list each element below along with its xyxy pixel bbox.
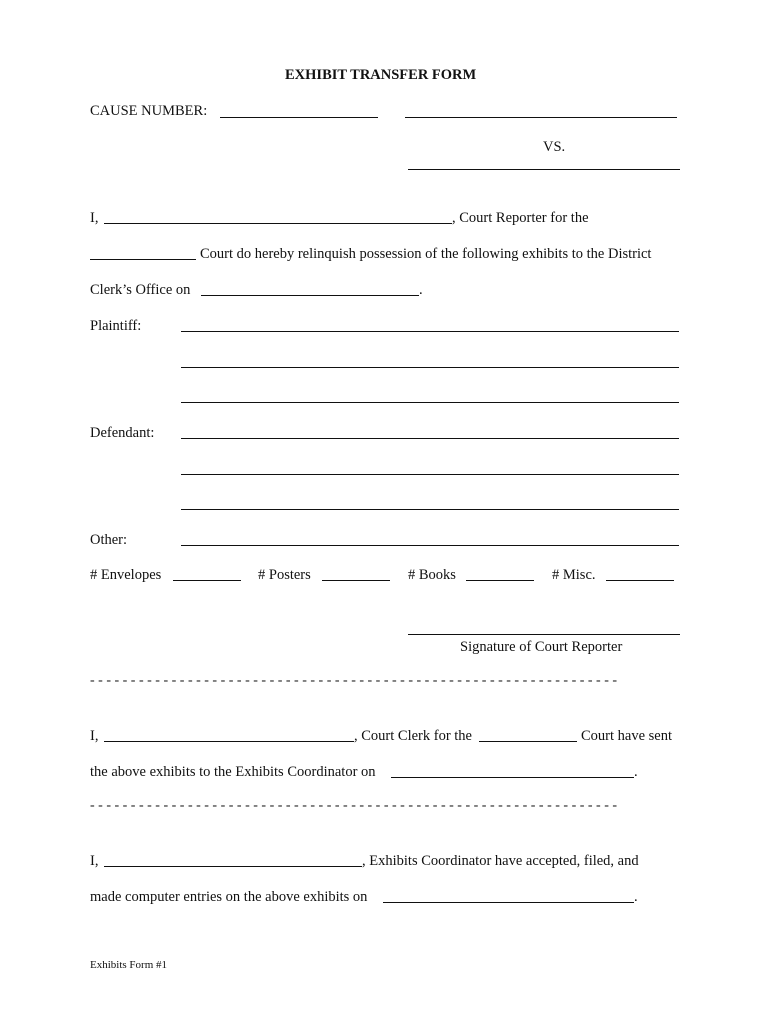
posters-count-field[interactable] [322, 580, 390, 581]
reporter-line1-suffix: , Court Reporter for the [452, 210, 589, 226]
coordinator-line2-prefix: made computer entries on the above exhibits on [90, 889, 368, 905]
posters-label: # Posters [258, 567, 311, 583]
cause-number-field[interactable] [220, 117, 378, 118]
other-field[interactable] [181, 545, 679, 546]
reporter-name-field[interactable] [104, 223, 452, 224]
clerk-name-field[interactable] [104, 741, 354, 742]
party-1-field[interactable] [405, 117, 677, 118]
section-divider-1: - - - - - - - - - - - - - - - - - - - - - - - - - - - - - - - - - - - - - - - - - - - - - - - - - - - - - - - - - - - - - - - - - [90, 673, 618, 688]
coordinator-date-field[interactable] [383, 902, 634, 903]
versus-label: VS. [543, 139, 566, 155]
reporter-line3-prefix: Clerk’s Office on [90, 282, 191, 298]
misc-label: # Misc. [552, 567, 596, 583]
books-label: # Books [408, 567, 456, 583]
plaintiff-field-3[interactable] [181, 402, 679, 403]
clerk-court-field[interactable] [479, 741, 577, 742]
clerk-line2-prefix: the above exhibits to the Exhibits Coordinator on [90, 764, 376, 780]
other-label: Other: [90, 532, 128, 548]
cause-number-label: CAUSE NUMBER: [90, 103, 208, 119]
misc-count-field[interactable] [606, 580, 674, 581]
coordinator-line1-suffix: , Exhibits Coordinator have accepted, filed, and [362, 853, 639, 869]
defendant-field-1[interactable] [181, 438, 679, 439]
clerk-date-field[interactable] [391, 777, 634, 778]
reporter-i-label: I, [90, 210, 99, 226]
coordinator-line2-suffix: . [634, 889, 638, 905]
reporter-signature-field[interactable] [408, 634, 680, 635]
clerk-line1-mid: , Court Clerk for the [354, 728, 472, 744]
coordinator-name-field[interactable] [104, 866, 362, 867]
form-footer-label: Exhibits Form #1 [90, 959, 168, 971]
plaintiff-field-1[interactable] [181, 331, 679, 332]
envelopes-label: # Envelopes [90, 567, 162, 583]
defendant-field-3[interactable] [181, 509, 679, 510]
books-count-field[interactable] [466, 580, 534, 581]
reporter-line3-suffix: . [419, 282, 423, 298]
clerk-line1-suffix: Court have sent [581, 728, 673, 744]
reporter-date-field[interactable] [201, 295, 419, 296]
plaintiff-field-2[interactable] [181, 367, 679, 368]
section-divider-2: - - - - - - - - - - - - - - - - - - - - - - - - - - - - - - - - - - - - - - - - - - - - - - - - - - - - - - - - - - - - - - - - - [90, 798, 618, 813]
clerk-i-label: I, [90, 728, 99, 744]
clerk-line2-suffix: . [634, 764, 638, 780]
party-2-field[interactable] [408, 169, 680, 170]
defendant-field-2[interactable] [181, 474, 679, 475]
reporter-court-field[interactable] [90, 259, 196, 260]
plaintiff-label: Plaintiff: [90, 318, 142, 334]
reporter-line2-text: Court do hereby relinquish possession of the following exhibits to the District [200, 246, 652, 262]
defendant-label: Defendant: [90, 425, 155, 441]
coordinator-i-label: I, [90, 853, 99, 869]
form-title: EXHIBIT TRANSFER FORM [285, 67, 477, 83]
signature-label: Signature of Court Reporter [460, 639, 623, 655]
envelopes-count-field[interactable] [173, 580, 241, 581]
